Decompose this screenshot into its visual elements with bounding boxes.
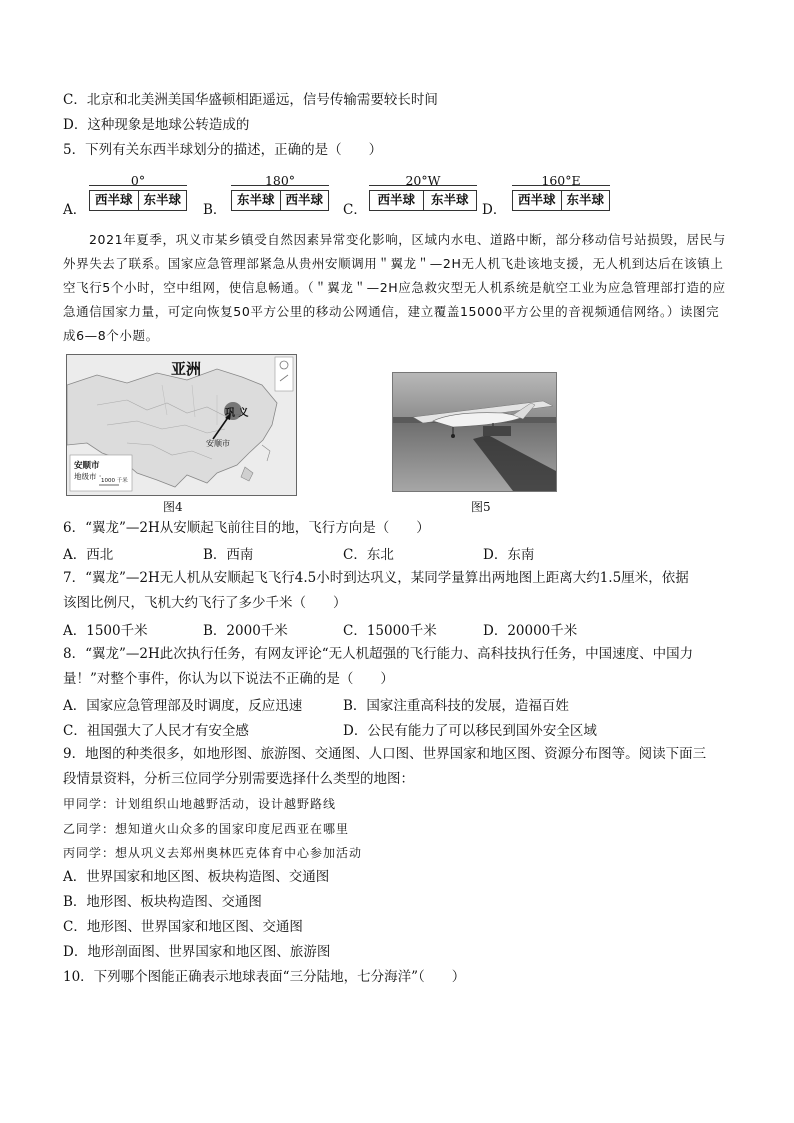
q5-option-c-degree: 20°W <box>405 173 441 188</box>
q9-student-c: 丙同学：想从巩义去郑州奥林匹克体育中心参加活动 <box>63 846 363 860</box>
q9-option-b: B．地形图、板块构造图、交通图 <box>63 894 262 910</box>
q6-stem: 6．“翼龙”—2H从安顺起飞前往目的地，飞行方向是（ ） <box>63 520 430 536</box>
q9-option-a: A．世界国家和地区图、板块构造图、交通图 <box>63 869 330 885</box>
q10-stem: 10．下列哪个图能正确表示地球表面“三分陆地，七分海洋”（ ） <box>63 969 466 985</box>
q9-student-b: 乙同学：想知道火山众多的国家印度尼西亚在哪里 <box>63 822 350 836</box>
q9-stem-line2: 段情景资料，分析三位同学分别需要选择什么类型的地图： <box>63 771 414 787</box>
figure-4-caption: 图4 <box>163 500 183 514</box>
q6-option-c: C．东北 <box>343 547 394 563</box>
q7-option-b: B．2000千米 <box>203 623 288 639</box>
figure-5-caption: 图5 <box>471 500 491 514</box>
q9-option-d: D．地形剖面图、世界国家和地区图、旅游图 <box>63 944 331 960</box>
q5-option-a-degree: 0° <box>130 173 146 188</box>
q8-stem-line1: 8．“翼龙”—2H此次执行任务，有网友评论“无人机超强的飞行能力、高科技执行任务，中国速度、中国力 <box>63 646 694 662</box>
q7-option-c: C．15000千米 <box>343 623 437 639</box>
q5-option-d-left: 西半球 <box>513 191 562 210</box>
q9-student-a: 甲同学：计划组织山地越野活动，设计越野路线 <box>63 797 337 811</box>
map-legend-title: 安顺市 <box>74 461 100 471</box>
q4-option-d: D．这种现象是地球公转造成的 <box>63 117 250 133</box>
q5-option-b-left: 东半球 <box>232 191 281 210</box>
q5-option-b-diagram <box>231 174 329 210</box>
q7-option-a: A．1500千米 <box>63 623 148 639</box>
q9-stem-line1: 9．地图的种类很多，如地形图、旅游图、交通图、人口图、世界国家和地区图、资源分布图等。阅读下面三 <box>63 746 707 762</box>
q5-option-d-degree: 160°E <box>541 173 581 188</box>
map-anshun-label: 安顺市 <box>206 439 230 448</box>
q6-option-d: D．东南 <box>483 547 535 563</box>
q5-option-b-degree: 180° <box>264 173 296 188</box>
q8-stem-line2: 量！”对整个事件，你认为以下说法不正确的是（ ） <box>63 671 394 687</box>
q7-stem-line1: 7．“翼龙”—2H无人机从安顺起飞飞行4.5小时到达巩义，某同学量算出两地图上距离大约1.5厘米，依据 <box>63 570 689 586</box>
q5-option-a-diagram <box>89 174 187 210</box>
q5-option-b-right: 西半球 <box>285 192 323 207</box>
q5-option-c-right: 东半球 <box>430 192 469 207</box>
q6-option-a: A．西北 <box>63 547 114 563</box>
q5-option-a-label: A． <box>63 202 87 218</box>
passage-text: 2021年夏季，巩义市某乡镇受自然因素异常变化影响，区域内水电、道路中断，部分移动信号站损毁，居民与外界失去了联系。国家应急管理部紧急从贵州安顺调用＂翼龙＂—2H无人机飞赴该地支援，无人机到达后在该镇上空飞行5个小时，空中组网，使信息畅通。（＂翼龙＂—2H应急救灾型无人机系统是航空工业为应急管理部打造的应急通信国家力量，可定向恢复50平方公里的移动公网通信，建立覆盖15000平方公里的音视频通信网络。）读图完成6—8个小题。 <box>63 232 726 343</box>
map-gongyi-label: 巩 义 <box>225 408 249 419</box>
q5-option-d-label: D． <box>482 202 507 218</box>
q5-option-a-right: 东半球 <box>143 192 181 207</box>
q8-option-d: D．公民有能力了可以移民到国外安全区域 <box>343 723 597 739</box>
q6-option-b: B．西南 <box>203 547 254 563</box>
q5-option-c-left: 西半球 <box>370 191 424 210</box>
q5-stem: 5．下列有关东西半球划分的描述，正确的是（ ） <box>63 142 383 158</box>
q8-option-c: C．祖国强大了人民才有安全感 <box>63 723 249 739</box>
q5-option-d-diagram <box>512 174 610 210</box>
map-region-label: 亚洲 <box>171 360 202 378</box>
drone-image <box>393 373 556 491</box>
q9-option-c: C．地形图、世界国家和地区图、交通图 <box>63 919 303 935</box>
q5-option-c-label: C． <box>343 202 367 218</box>
q7-stem-line2: 该图比例尺，飞机大约飞行了多少千米（ ） <box>63 595 347 611</box>
map-legend-sub: 地级市 · <box>74 472 102 481</box>
q8-option-b: B．国家注重高科技的发展，造福百姓 <box>343 698 569 714</box>
q5-option-a-left: 西半球 <box>90 191 139 210</box>
q5-option-b-label: B． <box>203 202 227 218</box>
figure-4-map <box>66 354 297 496</box>
q7-option-d: D．20000千米 <box>483 623 578 639</box>
figure-5-photo <box>392 372 557 492</box>
q8-option-a: A．国家应急管理部及时调度，反应迅速 <box>63 698 303 714</box>
q5-option-d-right: 东半球 <box>566 192 604 207</box>
map-scale-text: 1000 千米 <box>101 478 128 484</box>
q4-option-c: C．北京和北美洲美国华盛顿相距遥远，信号传输需要较长时间 <box>63 92 438 108</box>
q5-option-c-diagram <box>369 174 477 210</box>
